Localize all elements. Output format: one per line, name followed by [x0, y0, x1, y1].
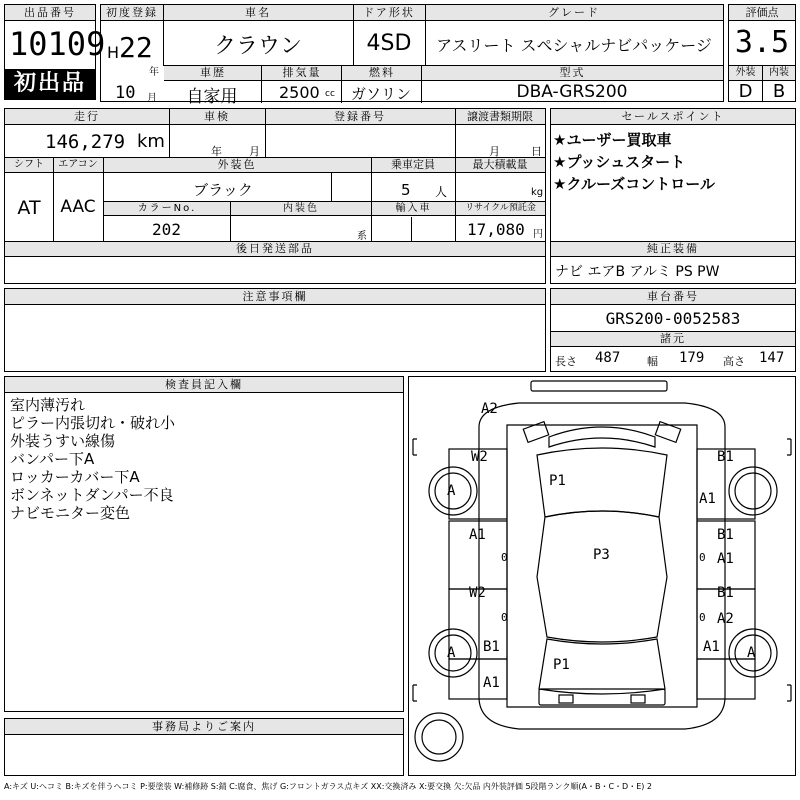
lot-number-label: 出品番号: [5, 5, 95, 21]
model-code: DBA-GRS200: [516, 82, 628, 102]
aircon: AAC: [60, 197, 96, 217]
header-table: [100, 4, 724, 107]
score: 3.5: [734, 25, 790, 60]
legend: A:キズ U:ヘコミ B:キズを伴うヘコミ P:要塗装 W:補修跡 S:錆 C:腐食、焦げ G:フロントガラス点キズ XX:交換済み X:要交換 欠:欠品 内外装評価 5段階ランク順(A・B・C・D・E) 2: [4, 782, 653, 791]
mark-0-left-rear-door: 0: [501, 611, 508, 624]
first-reg-label: 初度登録: [101, 5, 163, 21]
mileage-unit: km: [137, 131, 165, 152]
inspector-note: ロッカーカバー下A: [10, 468, 140, 486]
lot-number-box: [4, 4, 106, 100]
exterior-grade: D: [738, 81, 753, 102]
mark-0-right-front-door: 0: [699, 551, 706, 564]
displacement-unit: cc: [325, 89, 335, 99]
inspector-label: 検査員記入欄: [5, 377, 403, 393]
mark-p3-roof: P3: [593, 547, 610, 563]
office-box: [4, 718, 404, 776]
mark-a1-right-front-door: A1: [717, 551, 734, 567]
inspector-note: 外装うすい線傷: [10, 432, 116, 450]
width-label: 幅: [647, 355, 658, 368]
chassis-box: [550, 288, 796, 372]
length: 487: [595, 350, 621, 366]
lot-number: 10109: [9, 25, 106, 63]
car-name-label: 車名: [163, 5, 353, 21]
later-parts-label: 後日発送部品: [5, 242, 545, 257]
inspection-year-unit: 年: [211, 145, 222, 158]
height: 147: [759, 350, 785, 366]
mark-a1-front-right: A1: [699, 491, 716, 507]
color: ブラック: [193, 181, 253, 199]
score-label: 評価点: [729, 5, 795, 21]
fuel-label: 燃料: [342, 66, 422, 81]
recycle-label: リサイクル預託金: [456, 202, 545, 216]
fuel: ガソリン: [350, 85, 411, 103]
exterior-label: 外装: [729, 66, 762, 81]
inspector-notes: [10, 396, 175, 522]
seats: 5: [401, 181, 411, 199]
displacement: 2500: [279, 83, 320, 102]
mark-w2-rear-left: W2: [469, 585, 486, 601]
sales-point-1: ★ユーザー買取車: [553, 131, 672, 149]
history-label: 車歴: [164, 66, 262, 81]
door-type: 4SD: [366, 31, 412, 56]
sales-point-2: ★プッシュスタート: [553, 153, 686, 171]
int-color-unit: 系: [357, 231, 367, 242]
mark-b1-right-front-door: B1: [717, 527, 734, 543]
import-label: 輸入車: [372, 202, 455, 216]
inspection-label: 車検: [169, 109, 265, 125]
dims-label: 諸元: [551, 332, 795, 347]
mark-b1-rear-left: B1: [483, 639, 500, 655]
load-unit: kg: [531, 187, 544, 198]
grade-label: グレード: [425, 5, 723, 21]
mark-a-rear-right-wheel: A: [747, 645, 756, 661]
mark-w2-front-left: W2: [471, 449, 488, 465]
plate-label: 登録番号: [265, 109, 455, 125]
equipment-list: ナビ エアB アルミ PS PW: [555, 264, 720, 280]
first-listing-text: 初出品: [13, 71, 86, 96]
car-name: クラウン: [213, 34, 302, 59]
mark-a1-rear-left: A1: [483, 675, 500, 691]
color-label: 外装色: [103, 158, 371, 173]
interior-grade: B: [772, 81, 786, 102]
inspector-note: ピラー内張切れ・破れ小: [10, 414, 176, 432]
chassis-label: 車台番号: [551, 289, 795, 305]
office-label: 事務局よりご案内: [5, 719, 403, 735]
mark-b1-front-right: B1: [717, 449, 734, 465]
length-label: 長さ: [555, 355, 577, 368]
inspector-note: バンパー下A: [10, 450, 95, 468]
car-outline-icon: [409, 377, 795, 775]
mark-a2-top: A2: [481, 401, 498, 417]
seats-label: 乗車定員: [371, 158, 455, 173]
transfer-month-unit: 月: [489, 145, 500, 158]
transfer-day-unit: 日: [531, 145, 542, 158]
shift: AT: [17, 197, 41, 219]
int-color-label: 内装色: [231, 202, 371, 216]
inspector-note: ボンネットダンパー不良: [10, 486, 174, 504]
mark-a1-rear-right: A1: [703, 639, 720, 655]
recycle-unit: 円: [533, 229, 543, 240]
attention-label: 注意事項欄: [5, 289, 545, 305]
interior-label: 内装: [763, 66, 795, 81]
height-label: 高さ: [723, 355, 745, 368]
mark-0-left-front-door: 0: [501, 551, 508, 564]
mark-p1-hood: P1: [549, 473, 566, 489]
transfer-label: 譲渡書類期限: [455, 109, 545, 125]
width: 179: [679, 350, 705, 366]
score-box: [728, 4, 796, 102]
inspector-note: ナビモニター変色: [10, 504, 131, 522]
mileage: 146,279: [45, 131, 126, 153]
equipment-label: 純正装備: [551, 242, 795, 257]
era: H: [107, 43, 120, 62]
model-label: 型式: [422, 66, 723, 81]
inspector-note: 室内薄汚れ: [10, 396, 86, 414]
load-label: 最大積載量: [455, 158, 545, 173]
sales-point-3: ★クルーズコントロール: [553, 175, 715, 193]
sales-points-box: [550, 108, 796, 284]
mark-0-right-rear-door: 0: [699, 611, 706, 624]
color-number: 202: [152, 220, 181, 239]
door-label: ドア形状: [353, 5, 425, 21]
first-reg-month: 10: [115, 83, 136, 103]
shift-label: シフト: [5, 158, 53, 173]
year-unit: 年: [149, 67, 159, 78]
history: 自家用: [186, 87, 238, 107]
first-listing-badge: [5, 69, 95, 99]
specs-table: [4, 108, 546, 284]
mark-a-front-left-wheel: A: [447, 483, 456, 499]
seats-unit: 人: [435, 185, 448, 199]
sales-points-label: セールスポイント: [551, 109, 795, 125]
mileage-label: 走行: [5, 109, 169, 125]
chassis-number: GRS200-0052583: [605, 309, 741, 328]
first-reg-year: 22: [119, 31, 153, 64]
aircon-label: エアコン: [53, 158, 103, 173]
mark-a2-right-rear-door: A2: [717, 611, 734, 627]
inspection-month-unit: 月: [249, 145, 260, 158]
grade: アスリート スペシャルナビパッケージ: [436, 36, 712, 55]
mark-a-rear-left-wheel: A: [447, 645, 456, 661]
recycle-fee: 17,080: [467, 220, 525, 239]
month-unit: 月: [147, 93, 157, 104]
car-diagram-box: [408, 376, 796, 776]
displacement-label: 排気量: [262, 66, 342, 81]
mark-b1-right-rear-door: B1: [717, 585, 734, 601]
color-no-label: カラーNo.: [104, 202, 230, 216]
attention-box: [4, 288, 546, 372]
mark-a1-left-front-door: A1: [469, 527, 486, 543]
mark-p1-trunk: P1: [553, 657, 570, 673]
